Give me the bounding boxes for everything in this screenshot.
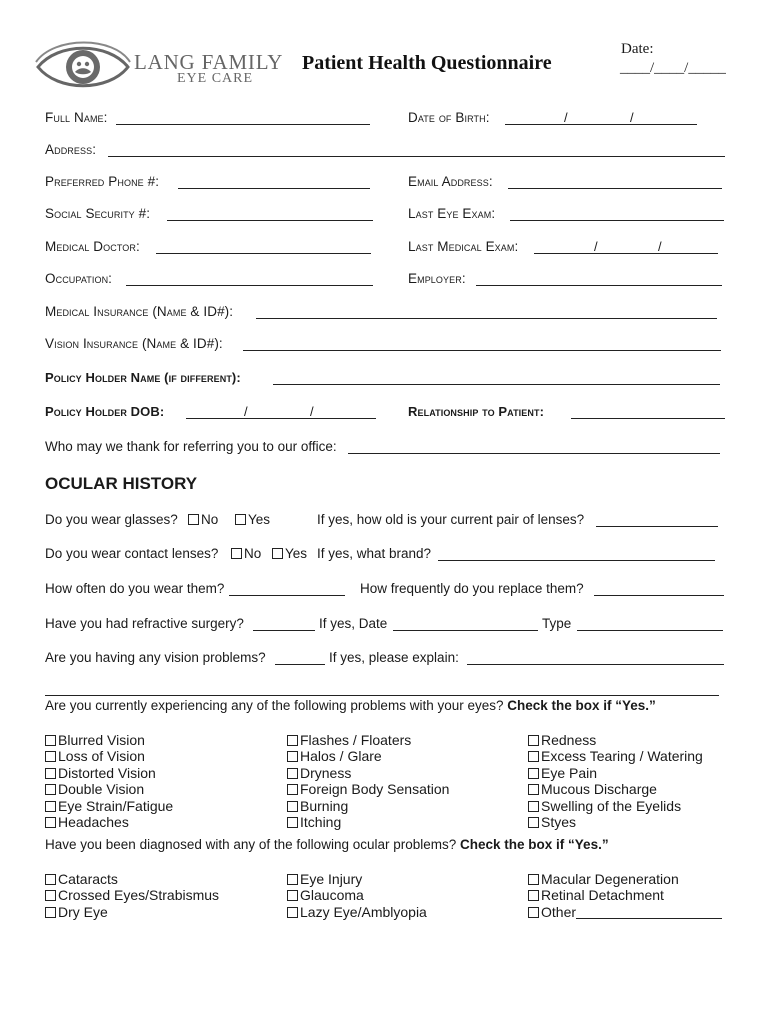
other-field[interactable] <box>576 918 722 919</box>
email-field[interactable] <box>508 188 722 189</box>
diagnosis-checkbox[interactable] <box>287 874 298 885</box>
diagnosis-checkbox[interactable] <box>528 890 539 901</box>
current-problem-label: Redness <box>541 732 597 748</box>
surgery-date-label: If yes, Date <box>319 616 388 631</box>
glasses-question: Do you wear glasses? <box>45 512 178 527</box>
medical-doctor-field[interactable] <box>156 253 371 254</box>
diagnosis-item[interactable] <box>45 904 108 920</box>
contacts-question: Do you wear contact lenses? <box>45 546 219 561</box>
explain-label: If yes, please explain: <box>329 650 459 665</box>
exam-slash-1: / <box>594 239 598 254</box>
diagnosed-question <box>45 837 609 852</box>
explain-field[interactable] <box>467 664 724 665</box>
diagnosed-text: Have you been diagnosed with any of the following ocular problems? <box>45 837 457 852</box>
current-problem-item[interactable] <box>45 814 129 830</box>
diagnosis-item[interactable] <box>528 904 576 920</box>
phone-field[interactable] <box>178 188 370 189</box>
brand-name: LANG FAMILY <box>134 50 284 74</box>
phone-label: Preferred Phone #: <box>45 174 160 189</box>
current-problem-item[interactable] <box>287 765 351 781</box>
last-eye-exam-label: Last Eye Exam: <box>408 206 496 221</box>
diagnosis-checkbox[interactable] <box>45 874 56 885</box>
glasses-age-field[interactable] <box>596 526 718 527</box>
current-problem-item[interactable] <box>528 814 576 830</box>
full-name-label: Full Name: <box>45 110 108 125</box>
vision-insurance-field[interactable] <box>243 350 721 351</box>
current-problem-checkbox[interactable] <box>528 768 539 779</box>
occupation-label: Occupation: <box>45 271 113 286</box>
current-problem-checkbox[interactable] <box>287 768 298 779</box>
contacts-no-checkbox[interactable] <box>231 548 242 559</box>
current-problems-question <box>45 698 656 713</box>
glasses-no-checkbox[interactable] <box>188 514 199 525</box>
last-medical-exam-label: Last Medical Exam: <box>408 239 519 254</box>
policy-dob-slash-1: / <box>244 404 248 419</box>
exam-slash-2: / <box>658 239 662 254</box>
current-problem-item[interactable] <box>287 732 411 748</box>
surgery-field[interactable] <box>253 630 315 631</box>
current-problem-checkbox[interactable] <box>528 751 539 762</box>
email-label: Email Address: <box>408 174 493 189</box>
current-problem-label: Styes <box>541 814 577 830</box>
vision-problems-field[interactable] <box>275 664 325 665</box>
contacts-yes-checkbox[interactable] <box>272 548 283 559</box>
diagnosis-label: Glaucoma <box>300 887 364 904</box>
current-problem-label: Mucous Discharge <box>541 781 657 798</box>
brand-question: If yes, what brand? <box>317 546 432 561</box>
diagnosis-checkbox[interactable] <box>528 874 539 885</box>
diagnosis-label: Dry Eye <box>58 903 108 920</box>
diagnosis-item[interactable] <box>287 871 362 887</box>
current-problem-item[interactable] <box>287 748 382 764</box>
diagnosis-label: Retinal Detachment <box>541 887 664 904</box>
diagnosis-label: Crossed Eyes/Strabismus <box>58 887 220 904</box>
current-problem-label: Swelling of the Eyelids <box>541 797 682 814</box>
glasses-yes-checkbox[interactable] <box>235 514 246 525</box>
diagnosis-label: Lazy Eye/Amblyopia <box>300 903 427 920</box>
glasses-yes-option[interactable] <box>235 512 270 527</box>
diagnosis-checkbox[interactable] <box>45 890 56 901</box>
current-problem-item[interactable] <box>528 765 597 781</box>
brand-field[interactable] <box>438 560 715 561</box>
diagnosis-item[interactable] <box>45 887 219 903</box>
ssn-label: Social Security #: <box>45 206 151 221</box>
current-problem-checkbox[interactable] <box>287 817 298 828</box>
dob-label: Date of Birth: <box>408 110 490 125</box>
current-problem-label: Distorted Vision <box>58 764 156 781</box>
diagnosis-item[interactable] <box>287 904 427 920</box>
surgery-date-field[interactable] <box>393 630 538 631</box>
full-name-field[interactable] <box>116 124 370 125</box>
page-title: Patient Health Questionnaire <box>302 52 552 74</box>
current-problem-checkbox[interactable] <box>45 751 56 762</box>
last-eye-exam-field[interactable] <box>510 220 724 221</box>
contacts-no-label: No <box>244 546 262 561</box>
referral-label: Who may we thank for referring you to our office: <box>45 439 337 454</box>
current-problem-checkbox[interactable] <box>45 735 56 746</box>
glasses-age-question: If yes, how old is your current pair of lenses? <box>317 512 585 527</box>
date-field[interactable]: ____/____/_____ <box>620 60 726 76</box>
diagnosis-item[interactable] <box>45 871 118 887</box>
current-problem-label: Burning <box>300 797 349 814</box>
replace-question: How frequently do you replace them? <box>360 581 584 596</box>
current-problem-checkbox[interactable] <box>45 784 56 795</box>
current-problem-checkbox[interactable] <box>287 801 298 812</box>
contacts-no-option[interactable] <box>231 546 261 561</box>
current-problem-checkbox[interactable] <box>528 817 539 828</box>
current-check-instruction: Check the box if “Yes.” <box>507 698 656 713</box>
policy-holder-dob-field[interactable] <box>186 418 376 419</box>
current-problem-checkbox[interactable] <box>287 751 298 762</box>
replace-field[interactable] <box>594 595 724 596</box>
relationship-label: Relationship to Patient: <box>408 404 545 419</box>
current-problem-item[interactable] <box>528 781 657 797</box>
diagnosis-label: Cataracts <box>58 871 118 887</box>
current-problem-label: Flashes / Floaters <box>300 732 412 748</box>
address-field[interactable] <box>108 156 725 157</box>
current-problem-label: Eye Pain <box>541 764 598 781</box>
policy-holder-name-label: Policy Holder Name (if different): <box>45 370 241 385</box>
diagnosis-checkbox[interactable] <box>45 907 56 918</box>
current-problem-label: Foreign Body Sensation <box>300 781 450 798</box>
current-problem-label: Itching <box>300 814 342 830</box>
explain-field-line-2[interactable] <box>45 695 719 696</box>
diagnosis-item[interactable] <box>528 871 679 887</box>
surgery-type-label: Type <box>542 616 572 631</box>
occupation-field[interactable] <box>126 285 373 286</box>
contacts-yes-label: Yes <box>285 546 308 561</box>
current-problem-item[interactable] <box>45 732 145 748</box>
diagnosis-item[interactable] <box>528 887 664 903</box>
eye-logo-icon <box>34 38 132 96</box>
employer-field[interactable] <box>476 285 722 286</box>
current-problem-item[interactable] <box>45 748 145 764</box>
dob-field[interactable] <box>505 124 697 125</box>
diagnosed-check-instruction: Check the box if “Yes.” <box>460 837 609 852</box>
current-problem-item[interactable] <box>287 814 341 830</box>
ocular-history-heading: OCULAR HISTORY <box>45 474 198 493</box>
current-problems-text: Are you currently experiencing any of the following problems with your eyes? <box>45 698 504 713</box>
diagnosis-checkbox[interactable] <box>287 907 298 918</box>
last-medical-exam-field[interactable] <box>534 253 718 254</box>
current-problem-item[interactable] <box>287 781 449 797</box>
vision-insurance-label: Vision Insurance (Name & ID#): <box>45 336 223 351</box>
diagnosis-item[interactable] <box>287 887 364 903</box>
current-problem-item[interactable] <box>45 781 144 797</box>
current-problem-checkbox[interactable] <box>45 817 56 828</box>
medical-insurance-field[interactable] <box>256 318 717 319</box>
logo <box>34 38 132 96</box>
current-problem-label: Headaches <box>58 814 129 830</box>
address-label: Address: <box>45 142 97 157</box>
diagnosis-checkbox[interactable] <box>528 907 539 918</box>
how-often-question: How often do you wear them? <box>45 581 225 596</box>
medical-insurance-label: Medical Insurance (Name & ID#): <box>45 304 234 319</box>
contacts-yes-option[interactable] <box>272 546 307 561</box>
glasses-no-option[interactable] <box>188 512 218 527</box>
surgery-question: Have you had refractive surgery? <box>45 616 244 631</box>
referral-field[interactable] <box>348 453 720 454</box>
employer-label: Employer: <box>408 271 466 286</box>
current-problem-checkbox[interactable] <box>287 784 298 795</box>
dob-slash-1: / <box>564 110 568 125</box>
current-problem-item[interactable] <box>45 798 173 814</box>
date-label: Date: <box>621 41 654 57</box>
policy-holder-dob-label: Policy Holder DOB: <box>45 404 165 419</box>
current-problem-label: Halos / Glare <box>300 748 382 765</box>
glasses-yes-label: Yes <box>248 512 271 527</box>
how-often-field[interactable] <box>229 595 345 596</box>
current-problem-label: Dryness <box>300 764 352 781</box>
current-problem-item[interactable] <box>528 732 596 748</box>
brand-subtitle: EYE CARE <box>177 71 254 86</box>
glasses-no-label: No <box>201 512 219 527</box>
current-problem-label: Excess Tearing / Watering <box>541 748 703 765</box>
current-problem-checkbox[interactable] <box>528 784 539 795</box>
surgery-type-field[interactable] <box>577 630 723 631</box>
medical-doctor-label: Medical Doctor: <box>45 239 140 254</box>
diagnosis-checkbox[interactable] <box>287 890 298 901</box>
current-problem-item[interactable] <box>528 798 681 814</box>
diagnosis-label: Macular Degeneration <box>541 871 679 887</box>
dob-slash-2: / <box>630 110 634 125</box>
current-problem-checkbox[interactable] <box>528 735 539 746</box>
current-problem-label: Double Vision <box>58 781 145 798</box>
current-problem-checkbox[interactable] <box>287 735 298 746</box>
current-problem-item[interactable] <box>287 798 348 814</box>
current-problem-checkbox[interactable] <box>528 801 539 812</box>
policy-dob-slash-2: / <box>310 404 314 419</box>
policy-holder-name-field[interactable] <box>273 384 720 385</box>
current-problem-item[interactable] <box>45 765 156 781</box>
diagnosis-label: Eye Injury <box>300 871 363 887</box>
relationship-field[interactable] <box>571 418 725 419</box>
current-problem-label: Blurred Vision <box>58 732 145 748</box>
diagnosis-label: Other <box>541 903 577 920</box>
current-problem-label: Eye Strain/Fatigue <box>58 797 174 814</box>
current-problem-label: Loss of Vision <box>58 748 145 765</box>
current-problem-item[interactable] <box>528 748 703 764</box>
vision-problems-question: Are you having any vision problems? <box>45 650 266 665</box>
ssn-field[interactable] <box>167 220 373 221</box>
current-problem-checkbox[interactable] <box>45 801 56 812</box>
current-problem-checkbox[interactable] <box>45 768 56 779</box>
